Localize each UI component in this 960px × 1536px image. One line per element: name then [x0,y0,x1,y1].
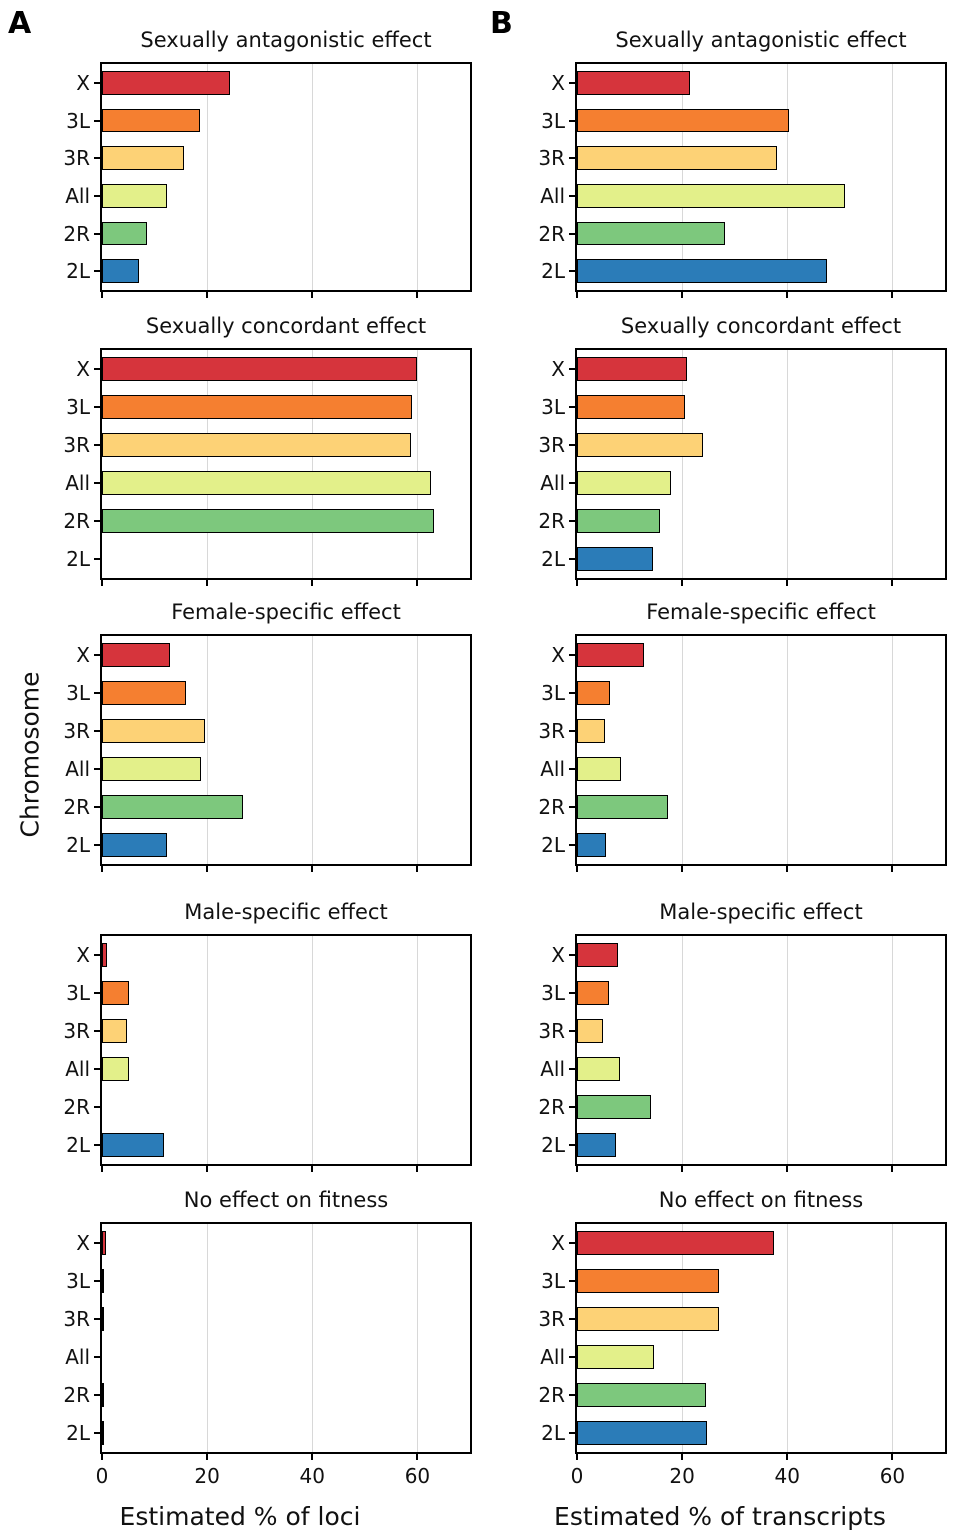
xtick-label-60: 60 [404,1464,431,1488]
ytick-mark [94,482,100,484]
subplot-title-a-3: Female-specific effect [171,600,401,624]
gridline [787,1224,788,1452]
bar-2r [577,1095,651,1119]
ytick-label-all: All [540,471,565,495]
bar-2l [577,259,827,282]
subplot-title-a-5: No effect on fitness [183,1188,389,1212]
bar-3l [577,681,610,705]
ytick-mark [569,954,575,956]
x-axis-label-b: Estimated % of transcripts [554,1502,886,1531]
ytick-label-x: X [551,943,565,967]
xtick-mark [416,866,418,872]
ytick-label-2r: 2R [538,509,565,533]
ytick-mark [569,120,575,122]
bar-2r [577,509,660,533]
bar-3l [102,109,200,132]
xtick-mark [576,1166,578,1172]
bar-2r [102,222,147,245]
xtick-mark [311,866,313,872]
gridline [312,936,313,1164]
ytick-label-all: All [540,183,565,208]
ytick-label-all: All [65,1345,90,1369]
gridline [787,636,788,864]
ytick-mark [569,768,575,770]
bar-2l [577,1421,707,1445]
xtick-label-40: 40 [299,1464,326,1488]
ytick-mark [94,520,100,522]
ytick-label-2l: 2L [541,833,565,857]
xtick-mark [416,292,418,298]
gridline [892,1224,893,1452]
bar-2l [102,1421,104,1445]
ytick-mark [569,1432,575,1434]
bar-2r [102,1383,104,1407]
axes-b-3 [575,634,947,866]
ytick-label-3l: 3L [541,108,565,133]
bar-x [577,943,618,967]
ytick-label-x: X [76,70,90,95]
xtick-mark [891,580,893,586]
ytick-mark [94,1068,100,1070]
ytick-mark [94,1144,100,1146]
ytick-label-x: X [76,357,90,381]
subplot-title-a-2: Sexually concordant effect [145,314,427,338]
ytick-mark [569,1106,575,1108]
ytick-mark [569,692,575,694]
ytick-label-x: X [551,643,565,667]
xtick-mark [786,1454,788,1460]
xtick-mark [681,1166,683,1172]
panel-letter-b: B [490,6,513,41]
xtick-label-60: 60 [879,1464,906,1488]
ytick-mark [94,806,100,808]
bar-x [577,643,644,667]
bar-3l [577,1269,719,1293]
xtick-mark [681,580,683,586]
xtick-mark [416,1166,418,1172]
bar-x [102,643,170,667]
gridline [787,350,788,578]
ytick-label-3l: 3L [541,1269,565,1293]
ytick-mark [94,368,100,370]
ytick-mark [569,1318,575,1320]
bar-x [577,71,690,94]
bar-3r [577,146,777,169]
gridline [312,1224,313,1452]
xtick-mark [891,1454,893,1460]
bar-2r [577,795,668,819]
gridline [682,936,683,1164]
xtick-mark [311,1454,313,1460]
panel-b [480,0,960,1536]
gridline [417,1224,418,1452]
bar-all [577,471,671,495]
ytick-label-3l: 3L [66,1269,90,1293]
ytick-label-all: All [65,183,90,208]
ytick-label-3l: 3L [541,395,565,419]
ytick-mark [569,730,575,732]
ytick-label-x: X [551,1231,565,1255]
ytick-mark [569,157,575,159]
ytick-label-3r: 3R [63,1019,90,1043]
ytick-label-x: X [551,357,565,381]
ytick-mark [94,692,100,694]
ytick-label-2r: 2R [538,1095,565,1119]
gridline [682,64,683,290]
xtick-mark [101,866,103,872]
gridline [312,636,313,864]
ytick-label-3l: 3L [66,395,90,419]
xtick-mark [786,292,788,298]
xtick-mark [206,1166,208,1172]
ytick-mark [569,1030,575,1032]
xtick-mark [206,866,208,872]
bar-3r [577,1019,603,1043]
bar-3l [102,1269,104,1293]
xtick-mark [786,1166,788,1172]
ytick-label-3r: 3R [538,1019,565,1043]
ytick-mark [94,954,100,956]
ytick-mark [569,195,575,197]
ytick-mark [94,654,100,656]
xtick-mark [786,866,788,872]
ytick-label-3r: 3R [63,146,90,171]
bar-3l [577,395,685,419]
bar-x [102,943,107,967]
axes-a-4 [100,934,472,1166]
ytick-label-3l: 3L [66,681,90,705]
ytick-label-2r: 2R [63,509,90,533]
bar-x [102,357,417,381]
bar-2l [102,833,167,857]
ytick-mark [569,992,575,994]
bar-all [577,1345,654,1369]
ytick-label-2l: 2L [66,1133,90,1157]
ytick-label-2r: 2R [63,221,90,246]
ytick-label-2r: 2R [63,1095,90,1119]
ytick-mark [94,844,100,846]
ytick-mark [94,1394,100,1396]
xtick-mark [681,866,683,872]
ytick-label-x: X [76,1231,90,1255]
ytick-label-2r: 2R [538,221,565,246]
xtick-mark [206,580,208,586]
bar-3r [102,719,205,743]
xtick-mark [416,1454,418,1460]
ytick-label-3r: 3R [63,719,90,743]
ytick-mark [94,730,100,732]
ytick-mark [94,444,100,446]
ytick-label-all: All [65,471,90,495]
bar-x [102,1231,106,1255]
gridline [787,936,788,1164]
ytick-label-3r: 3R [538,719,565,743]
ytick-label-2l: 2L [541,1421,565,1445]
ytick-mark [94,270,100,272]
ytick-mark [569,1068,575,1070]
gridline [682,1224,683,1452]
ytick-label-2l: 2L [541,1133,565,1157]
bar-3l [102,395,412,419]
ytick-mark [94,558,100,560]
xtick-mark [101,1454,103,1460]
ytick-mark [569,368,575,370]
ytick-mark [569,406,575,408]
xtick-mark [786,580,788,586]
xtick-mark [576,580,578,586]
bar-x [577,1231,774,1255]
bar-3r [102,1307,104,1331]
ytick-mark [569,1242,575,1244]
ytick-label-2l: 2L [66,833,90,857]
ytick-mark [569,270,575,272]
ytick-label-3l: 3L [66,981,90,1005]
bar-2r [577,1383,706,1407]
ytick-mark [569,844,575,846]
ytick-mark [94,1356,100,1358]
gridline [417,350,418,578]
xtick-mark [681,1454,683,1460]
bar-2r [577,222,725,245]
ytick-mark [94,406,100,408]
ytick-label-2l: 2L [66,1421,90,1445]
gridline [207,936,208,1164]
xtick-mark [311,580,313,586]
xtick-mark [416,580,418,586]
bar-3l [577,109,789,132]
bar-2l [102,259,139,282]
axes-a-3 [100,634,472,866]
bar-2l [577,1133,616,1157]
gridline [417,936,418,1164]
axes-a-1 [100,62,472,292]
ytick-label-2r: 2R [63,1383,90,1407]
xtick-label-0: 0 [95,1464,109,1488]
gridline [682,636,683,864]
subplot-title-b-5: No effect on fitness [658,1188,864,1212]
xtick-mark [681,292,683,298]
ytick-label-x: X [551,70,565,95]
bar-2l [102,1133,164,1157]
xtick-mark [311,292,313,298]
y-axis-label: Chromosome [15,671,45,838]
ytick-mark [94,1318,100,1320]
xtick-mark [576,1454,578,1460]
ytick-mark [569,1394,575,1396]
axes-b-2 [575,348,947,580]
ytick-mark [94,195,100,197]
gridline [892,64,893,290]
ytick-mark [569,654,575,656]
gridline [207,636,208,864]
ytick-label-all: All [540,1345,565,1369]
ytick-label-2l: 2L [541,547,565,571]
ytick-label-all: All [65,1057,90,1081]
ytick-label-2l: 2L [66,259,90,284]
ytick-label-all: All [540,1057,565,1081]
ytick-mark [569,82,575,84]
gridline [892,936,893,1164]
bar-all [577,1057,620,1081]
gridline [207,64,208,290]
bar-3r [577,1307,719,1331]
ytick-mark [569,520,575,522]
ytick-mark [94,1432,100,1434]
xtick-mark [101,292,103,298]
ytick-label-all: All [65,757,90,781]
xtick-mark [576,866,578,872]
ytick-label-3r: 3R [538,146,565,171]
bar-2r [102,795,243,819]
gridline [207,350,208,578]
bar-3r [577,433,703,457]
subplot-title-b-1: Sexually antagonistic effect [615,28,907,52]
axes-b-4 [575,934,947,1166]
ytick-label-3l: 3L [66,108,90,133]
gridline [682,350,683,578]
bar-all [102,1057,129,1081]
ytick-label-3r: 3R [538,1307,565,1331]
axes-a-5 [100,1222,472,1454]
ytick-label-3r: 3R [63,1307,90,1331]
ytick-mark [569,233,575,235]
ytick-mark [569,806,575,808]
panel-letter-a: A [8,6,32,41]
bar-all [102,757,201,781]
ytick-label-3r: 3R [63,433,90,457]
ytick-label-2r: 2R [538,795,565,819]
gridline [207,1224,208,1452]
bar-all [102,471,431,495]
gridline [892,350,893,578]
xtick-mark [311,1166,313,1172]
ytick-mark [94,992,100,994]
axes-a-2 [100,348,472,580]
subplot-title-a-4: Male-specific effect [184,900,388,924]
ytick-mark [94,1030,100,1032]
bar-all [577,757,621,781]
ytick-label-2r: 2R [538,1383,565,1407]
bar-all [577,184,845,207]
xtick-label-20: 20 [669,1464,695,1488]
ytick-label-2l: 2L [66,547,90,571]
bar-2l [577,547,653,571]
ytick-mark [569,1144,575,1146]
ytick-mark [94,1242,100,1244]
ytick-mark [94,157,100,159]
ytick-mark [94,233,100,235]
bar-3r [102,1019,127,1043]
xtick-mark [891,866,893,872]
xtick-mark [101,580,103,586]
ytick-label-x: X [76,643,90,667]
ytick-label-3r: 3R [538,433,565,457]
ytick-label-3l: 3L [541,981,565,1005]
ytick-label-2l: 2L [541,259,565,284]
xtick-mark [891,292,893,298]
ytick-label-all: All [540,757,565,781]
ytick-mark [569,444,575,446]
ytick-label-x: X [76,943,90,967]
bar-3r [102,433,411,457]
subplot-title-b-4: Male-specific effect [659,900,863,924]
gridline [312,64,313,290]
bar-3l [102,681,186,705]
bar-3l [102,981,129,1005]
x-axis-label-a: Estimated % of loci [119,1502,361,1531]
ytick-mark [94,1280,100,1282]
xtick-mark [101,1166,103,1172]
bar-3l [577,981,609,1005]
bar-all [102,184,167,207]
axes-b-1 [575,62,947,292]
xtick-mark [206,292,208,298]
xtick-mark [891,1166,893,1172]
ytick-mark [569,1280,575,1282]
xtick-mark [576,292,578,298]
bar-3r [577,719,605,743]
gridline [787,64,788,290]
xtick-mark [206,1454,208,1460]
axes-b-5 [575,1222,947,1454]
ytick-mark [94,768,100,770]
bar-x [577,357,687,381]
ytick-mark [94,120,100,122]
ytick-mark [569,482,575,484]
xtick-label-0: 0 [570,1464,584,1488]
bar-3r [102,146,184,169]
bar-2l [577,833,606,857]
gridline [417,636,418,864]
bar-2r [102,509,434,533]
gridline [892,636,893,864]
ytick-label-3l: 3L [541,681,565,705]
ytick-mark [569,1356,575,1358]
bar-x [102,71,230,94]
subplot-title-b-2: Sexually concordant effect [620,314,902,338]
ytick-mark [569,558,575,560]
ytick-mark [94,1106,100,1108]
subplot-title-a-1: Sexually antagonistic effect [140,28,432,52]
xtick-label-20: 20 [194,1464,220,1488]
xtick-label-40: 40 [774,1464,801,1488]
gridline [312,350,313,578]
gridline [417,64,418,290]
subplot-title-b-3: Female-specific effect [646,600,876,624]
ytick-mark [94,82,100,84]
ytick-label-2r: 2R [63,795,90,819]
